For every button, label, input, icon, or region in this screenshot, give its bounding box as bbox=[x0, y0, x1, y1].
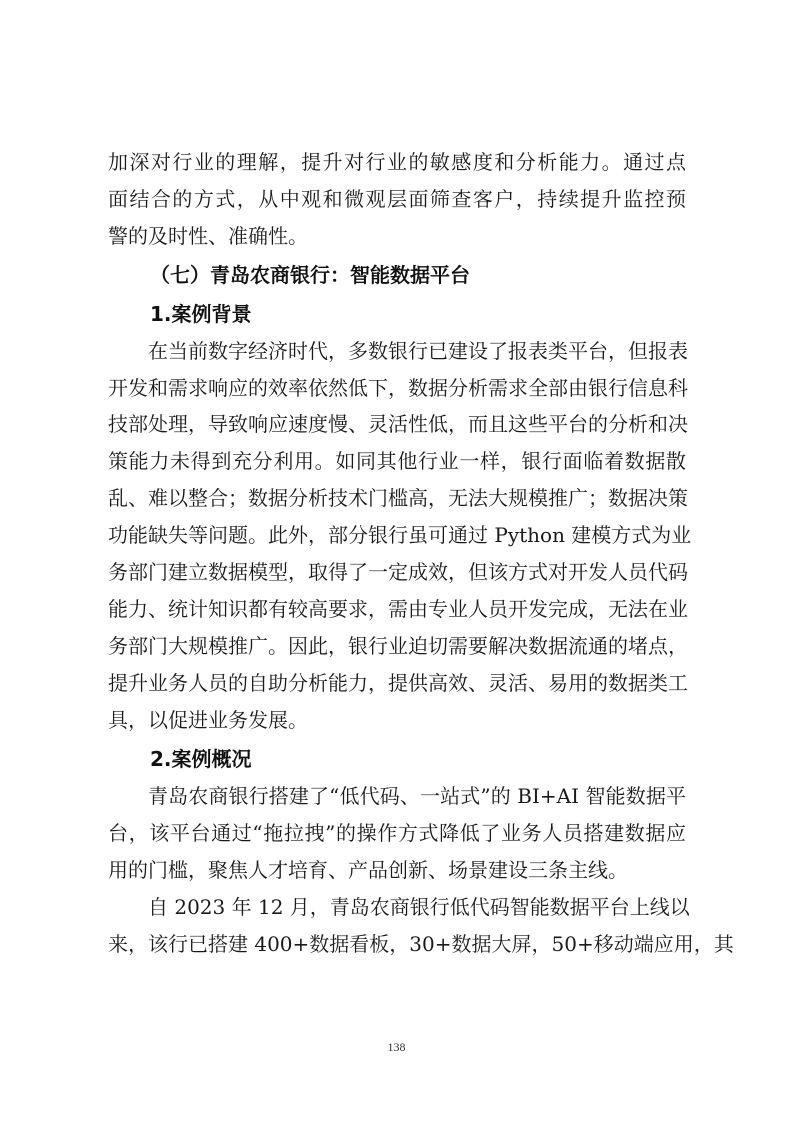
paragraph-line: 台，该平台通过“拖拉拽”的操作方式降低了业务人员搭建数据应 bbox=[108, 821, 686, 845]
intro-line: 加深对行业的理解，提升对行业的敏感度和分析能力。通过点 bbox=[108, 150, 686, 174]
section-title: （七）青岛农商银行：智能数据平台 bbox=[150, 263, 470, 287]
page-number: 138 bbox=[387, 1040, 406, 1054]
paragraph-line: 在当前数字经济时代，多数银行已建设了报表类平台，但报表 bbox=[148, 339, 688, 363]
paragraph-line: 自 2023 年 12 月，青岛农商银行低代码智能数据平台上线以 bbox=[148, 895, 690, 919]
intro-line: 面结合的方式，从中观和微观层面筛查客户，持续提升监控预 bbox=[108, 187, 686, 211]
subsection-heading: 2.案例概况 bbox=[150, 747, 252, 771]
paragraph-line: 用的门槛，聚焦人才培育、产品创新、场景建设三条主线。 bbox=[108, 858, 628, 882]
paragraph-line: 技部处理，导致响应速度慢、灵活性低，而且这些平台的分析和决 bbox=[108, 412, 688, 436]
paragraph-line: 来，该行已搭建 400+数据看板，30+数据大屏，50+移动端应用，其 bbox=[108, 932, 734, 956]
paragraph-line: 提升业务人员的自助分析能力，提供高效、灵活、易用的数据类工 bbox=[108, 671, 688, 695]
subsection-heading: 1.案例背景 bbox=[150, 302, 252, 326]
paragraph-line: 乱、难以整合；数据分析技术门槛高，无法大规模推广；数据决策 bbox=[108, 486, 688, 510]
paragraph-line: 开发和需求响应的效率依然低下，数据分析需求全部由银行信息科 bbox=[108, 376, 688, 400]
paragraph-line: 具，以促进业务发展。 bbox=[108, 708, 308, 732]
paragraph-line: 能力、统计知识都有较高要求，需由专业人员开发完成，无法在业 bbox=[108, 597, 688, 621]
paragraph-line: 青岛农商银行搭建了“低代码、一站式”的 BI+AI 智能数据平 bbox=[148, 784, 686, 808]
paragraph-line: 务部门大规模推广。因此，银行业迫切需要解决数据流通的堵点， bbox=[108, 634, 688, 658]
paragraph-line: 务部门建立数据模型，取得了一定成效，但该方式对开发人员代码 bbox=[108, 560, 688, 584]
paragraph-line: 策能力未得到充分利用。如同其他行业一样，银行面临着数据散 bbox=[108, 449, 686, 473]
intro-line: 警的及时性、准确性。 bbox=[108, 224, 308, 248]
paragraph-line: 功能缺失等问题。此外，部分银行虽可通过 Python 建模方式为业 bbox=[108, 523, 692, 547]
